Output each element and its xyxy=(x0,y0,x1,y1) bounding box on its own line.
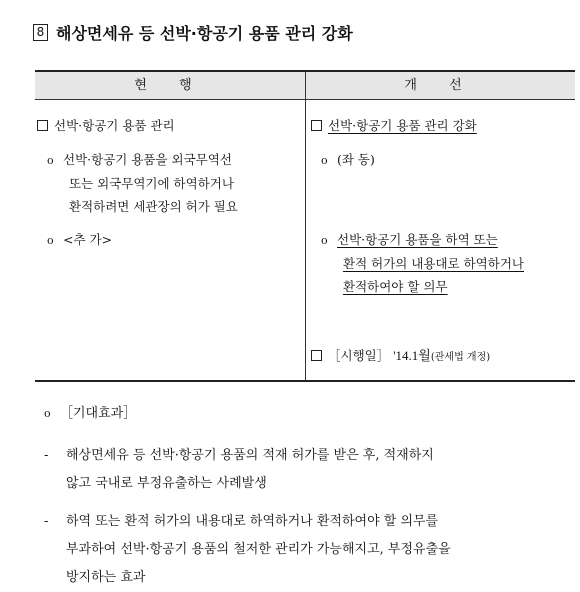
improved-item-1: o (좌 동) xyxy=(321,148,375,172)
header-current: 현 행 xyxy=(134,78,206,93)
checkbox-square-icon xyxy=(37,120,48,131)
section-title xyxy=(33,21,353,44)
circle-bullet-icon: o xyxy=(44,407,51,420)
dash-bullet-icon: - xyxy=(44,448,49,463)
section-number: 8 xyxy=(33,24,48,41)
improved-item-2: o 선박·항공기 용품을 하역 또는 환적 허가의 내용대로 하역하거나 환적하여야 할 의무 xyxy=(321,228,571,298)
current-section: 선박·항공기 용품 관리 xyxy=(37,114,175,137)
improved-section: 선박·항공기 용품 관리 강화 xyxy=(311,114,477,137)
current-item-1: o 선박·항공기 용품을 외국무역선 또는 외국무역기에 하역하거나 환적하려면 세관장의 허가 필요 xyxy=(47,148,302,218)
circle-bullet-icon: o xyxy=(321,234,328,247)
checkbox-square-icon xyxy=(311,350,322,361)
section-title-text: 해상면세유 등 선박·항공기 용품 관리 강화 xyxy=(56,24,353,43)
checkbox-square-icon xyxy=(311,120,322,131)
effect-item-2: - 하역 또는 환적 허가의 내용대로 하역하거나 환적하여야 할 의무를 부과하여 선박·항공기 용품의 철저한 관리가 가능해지고, 부정유출을 방지하는 효과 xyxy=(44,508,451,592)
dash-bullet-icon: - xyxy=(44,514,49,529)
effective-date-line: ［시행일］ '14.1월(관세법 개정) xyxy=(311,344,490,369)
header-improved: 개 선 xyxy=(404,78,476,93)
effect-item-1: - 해상면세유 등 선박·항공기 용품의 적재 허가를 받은 후, 적재하지 않고 국내로 부정유출하는 사례발생 xyxy=(44,442,434,498)
circle-bullet-icon: o xyxy=(47,154,54,167)
comparison-table xyxy=(35,70,575,382)
circle-bullet-icon: o xyxy=(47,234,54,247)
circle-bullet-icon: o xyxy=(321,154,328,167)
current-item-2: o <추 가> xyxy=(47,228,112,252)
column-divider xyxy=(305,72,306,380)
effects-heading: o ［기대효과］ xyxy=(44,406,137,421)
